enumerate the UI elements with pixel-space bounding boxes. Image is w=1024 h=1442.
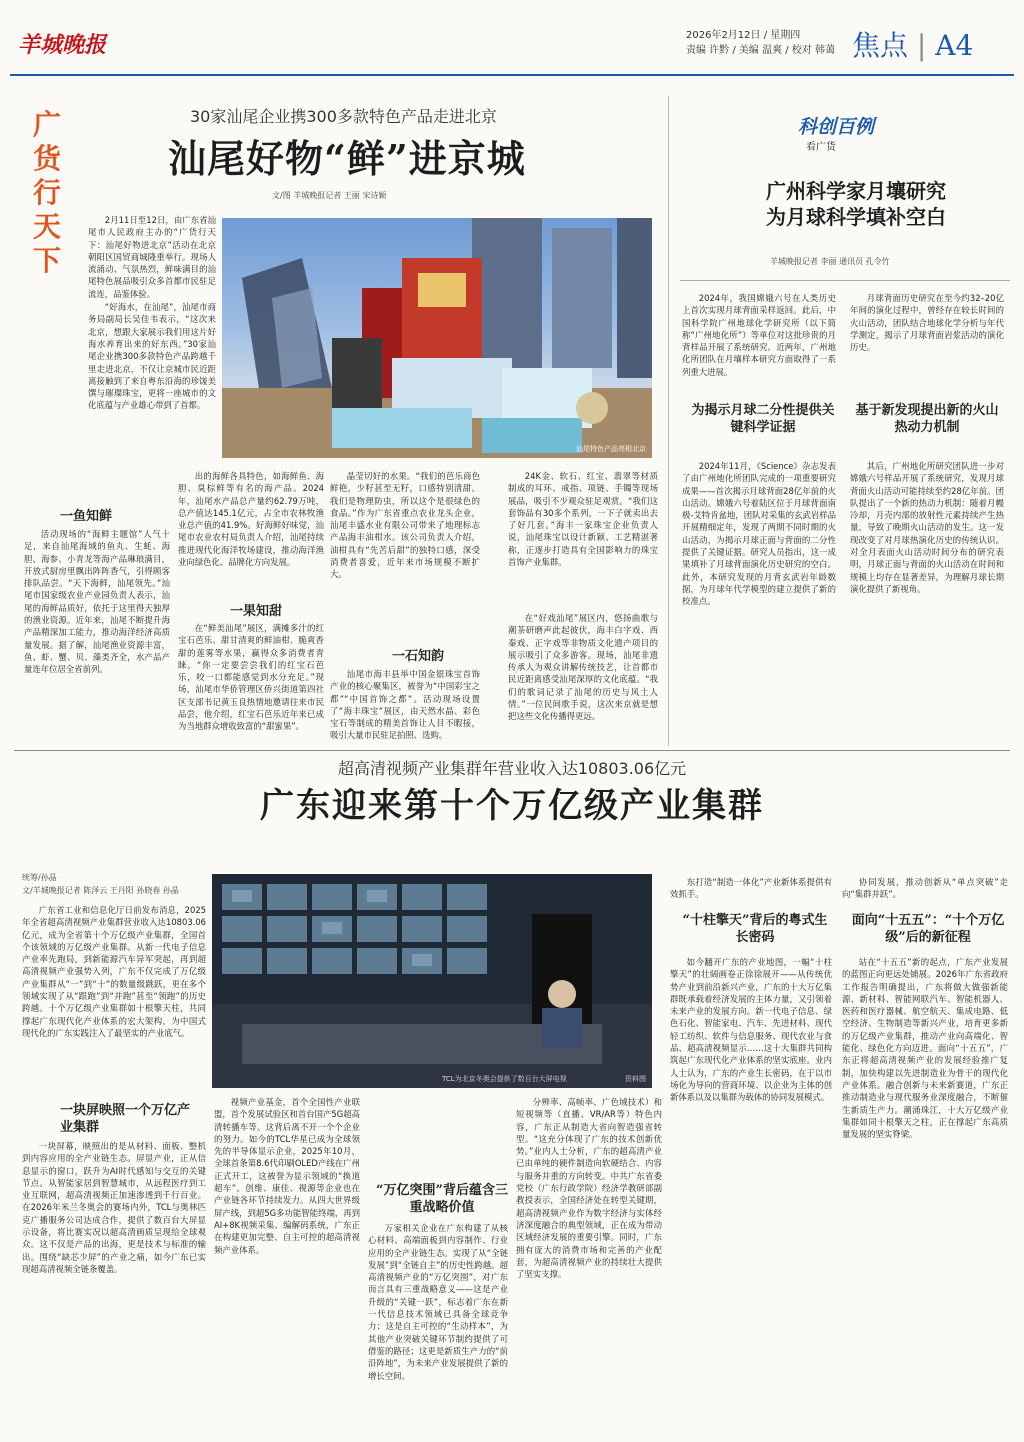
story2-title-line1: 广州科学家月壤研究 [766, 179, 946, 203]
section-name: 焦点 [852, 29, 909, 62]
story1-a-text: 活动现场的“海鲜主题馆”人气十足，来自汕尾海域的鱼丸、生蚝、海胆、海参、小青龙等海产品琳琅满目，开放式厨房里飘出阵阵香气，引得顾客排队品尝。“天下海鲜，汕尾领先。”汕尾市国家级农业产业园负责人表示，汕尾的海鲜品质好，依托于这里得天独厚的渔业资源。近年来，汕尾不断提升海产品精深加工能力，推动海洋经济高质量发展。据了解，汕尾渔业资源丰富，鱼、虾、蟹、贝、藻类齐全，水产品产量连年位居全省前列。 [24, 529, 170, 675]
story1-col1 [24, 528, 170, 743]
story3-col3 [368, 1222, 508, 1430]
issue-meta [686, 28, 835, 58]
story3-col1 [22, 1140, 206, 1430]
story1-col4 [508, 470, 658, 606]
story1-p2: “好海水，在汕尾”，汕尾市商务局副局长吴佳韦表示，“这次来北京，想跟大家展示我们用这片好海水养育出来的好东西。”30家汕尾企业携300多款特色产品跨越千里走进北京，不仅让京城市民近距离接触到了来自粤东沿海的珍馐美馔与璀璨珠宝，更将一座城市的文化底蕴与产业雄心带到了首都。 [88, 302, 216, 411]
story1-c-text: 晶莹切好的水果。“我们的芭乐商色鲜艳，少籽甚至无籽，口感特别清甜。我们是物理防虫，所以这个是很绿色的食品。”作为广东省重点农业龙头企业，汕尾丰盛水业有限公司带来了地理标志产品海丰油柑水。该公司负责人介绍，油柑具有“先苦后甜”的独特口感，深受消费者喜爱，近年来市场规模不断扩大。 [330, 471, 480, 580]
column-divider [668, 96, 669, 746]
story1-col3b [330, 668, 480, 744]
editor-credits: 责编 许黔 / 美编 温爽 / 校对 韩蔼 [686, 45, 835, 56]
story1-d2-text: 在“好戏汕尾”展区内，悠扬曲歌与潮茶研磨声此起彼伏，海丰白字戏、西秦戏、正字戏等非物质文化遗产项目的展示吸引了众多游客。现场，汕尾非遗传承人为观众讲解传统技艺，让首都市民近距离感受汕尾深厚的文化底蕴。“我们的歌词记录了汕尾的历史与风土人情。”一位民间歌手说，这次来京就是想把这些文化传播得更远。 [508, 613, 658, 722]
story2-badge: 科创百例 [798, 116, 875, 138]
story3-sub-a: 一块屏映照一个万亿产业集群 [60, 1103, 191, 1135]
story2-b-text: 其后，广州地化所研究团队进一步对嫦娥六号样品开展了系统研究，发现月球背面火山活动可能持续至约28亿年前。团队提出了一个新的热动力机制：随着月幔冷却，月壳内部的放射性元素持续产生热量，导致了晚期火山活动的发生。这一发现改变了对月球热演化历史的传统认识。对全月表面火山活动时间分布的研究表明，月球正面与背面的火山活动在时间和规模上均存在显著差异，为理解月球长期演化提供了新视角。 [850, 461, 1004, 594]
masthead-rule [10, 74, 1014, 76]
story3-sub-b: “万亿突围”背后蕴含三重战略价值 [376, 1183, 508, 1215]
story3-lead-column [22, 904, 206, 1064]
story3-col6a [842, 876, 1008, 900]
story1-photo [222, 218, 652, 458]
story1-lead: 2月11日至12日，由广东省汕尾市人民政府主办的“广货行天下：汕尾好物进北京”活动在北京朝阳区国贸商城隆重举行。现场人流涌动、气氛热烈，鲜味满目的汕尾特色展品吸引众多首都市民驻足流连，品鉴体验。 [88, 215, 216, 299]
story1-byline: 文/图 羊城晚报记者 王丽 宋诗颖 [272, 191, 387, 200]
story3-col2 [214, 1096, 360, 1430]
story2-lead-r: 月球背面历史研究在至今约32–20亿年间的演化过程中，曾经存在较长时间的火山活动，团队结合地球化学分析与年代学测定，揭示了月球背面岩浆活动的演化历史。 [850, 293, 1004, 353]
section-label: 焦点 | A4 [852, 29, 974, 62]
story1-d-text: 24K金、软石、红宝、翡翠等材质制成的耳环、戒指、项链、手镯等现场展品，吸引不少观众驻足观赏。“我们这套饰品有30多个系列，一下子就卖出去了好几套。”海丰一家珠宝企业负责人说，汕尾珠宝以设计新颖、工艺精湛著称，正逐步打造具有全国影响力的珠宝首饰产业集群。 [508, 471, 658, 568]
story2-badge-sub: 看广货 [806, 142, 836, 153]
newspaper-logo: 羊城晚报 [18, 32, 107, 58]
story2-lead-left [682, 292, 836, 377]
story2-sub-a: 为揭示月球二分性提供关键科学证据 [691, 403, 835, 435]
story2-title [716, 178, 996, 230]
story3-col5 [670, 956, 832, 1430]
story3-col6 [842, 956, 1008, 1430]
story2-rule [680, 280, 1010, 281]
story2-col-left [682, 460, 836, 744]
story1-sub-a: 一鱼知鲜 [60, 509, 113, 524]
story1-b2-text: 在“鲜美汕尾”展区，满摊多汁的红宝石芭乐、甜甘清爽的鲜油柑、脆爽香甜的莲雾等水果，赢得众多消费者青睐。“你一定要尝尝我们的红宝石芭乐，咬一口都能感觉到水分充足。”现场，汕尾市华侨管理区侨兴街道第四社区支部书记黄玉良热情地邀请往来市民品尝，他介绍，红宝石芭乐近年来已成为当地群众增收致富的“甜蜜果”。 [178, 623, 324, 732]
story1-sub-c: 一石知韵 [392, 649, 445, 664]
story2-title-line2: 为月球科学填补空白 [766, 205, 946, 229]
section-rule [14, 750, 1010, 751]
story1-kicker: 30家汕尾企业携300多款特色产品走进北京 [190, 107, 497, 126]
story3-f2-text: 站在“十五五”新的起点，广东产业发展的蓝图正向更远处铺展。2026年广东省政府工作报告明确提出，广东将做大做强新能源、新材料、智能网联汽车、智能机器人、医药和医疗器械、航空航天、集成电路、低空经济、生物制造等新兴产业，培育更多新的万亿级产业集群，推动产业向高端化、智能化、绿色化方向迈进。面向“十五五”，广东正将超高清视频产业的发展经验推广复制，加快构建以先进制造业为骨干的现代化产业体系。融合创新与未来新赛道，广东正推动制造业与现代服务业深度融合，不断催生新质生产力。潮涌珠江，十大万亿级产业集群如同十根擎天之柱，正在撑起广东高质量发展的坚实脊梁。 [842, 957, 1008, 1140]
issue-date: 2026年2月12日 / 星期四 [686, 30, 801, 41]
story2-lead-l: 2024年，我国嫦娥六号在人类历史上首次实现月球背面采样返回。此后，中国科学院广州地球化学研究所（以下简称“广州地化所”）等单位对这批珍贵的月背样品开展了系统研究。近两年，广州地化所团队在月壤样本研究方面取得了一系列重大进展。 [682, 293, 836, 377]
story3-b-text: 视频产业基金，首个全国性产业联盟，首个发展试验区和首台国产5G超高清转播车等。这背后离不开一个个企业的努力。如今的TCL华星已成为全球领先的半导体显示企业，2025年10月，全球首条第8.6代印刷OLED产线在广州正式开工，这被誉为显示领域的“换道超车”。创维、康佳、视源等企业也在产业链各环节持续发力。从四大世界级屏产线，到超5G多功能智能终端，再到AI+8K视频采集、编解码系统，广东正在构建更加完整、自主可控的超高清视频产业体系。 [214, 1097, 360, 1255]
page-number: A4 [935, 29, 974, 62]
story3-c-text: 万家相关企业在广东构建了从核心材料、高端面板到内容制作、行业应用的全产业链生态。实现了从“全链发展”到“全链自主”的历史性跨越。超高清视频产业的“万亿突围”，对广东而言具有三重战略意义——这是产业升级的“关键一跃”，标志着广东在新一代信息技术领域已具备全球竞争力；这是自主可控的“生动样本”，为其他产业突破关键环节制约提供了可借鉴的路径；这更是新质生产力的“前沿阵地”，为未来产业发展提供了新的增长空间。 [368, 1223, 508, 1381]
story2-sub-b: 基于新发现提出新的火山热动力机制 [855, 403, 999, 435]
story3-photo-caption: TCL为北京冬奥会提供了数百台大屏电视 [442, 1075, 567, 1083]
story3-sub-d: 面向“十五五”：“十个万亿级”后的新征程 [851, 913, 1005, 945]
story3-d-text: 分辨率、高帧率、广色域技术）和短视频等（直播、VR/AR等）特色内容，广东正从制造大省向智造强省转型。“这充分体现了广东的技术创新优势。”业内人士分析，广东的超高清产业已由单纯的硬件制造向软硬结合、内容与服务并重的方向转变。中共广东省委党校（广东行政学院）经济学教研部副教授表示，全国经济处在转型关键期，超高清视频产业作为数字经济与实体经济深度融合的典型领域，正在成为带动区域经济发展的重要引擎。同时，广东拥有庞大的消费市场和完善的产业配套，为超高清视频产业的持续壮大提供了坚实支撑。 [516, 1097, 662, 1280]
story2-a-text: 2024年11月，《Science》杂志发表了由广州地化所团队完成的一项重要研究成果——首次揭示月球背面28亿年前的火山活动。嫦娥六号着陆区位于月球背面南极-艾特肯盆地，团队对采集的玄武岩样品开展精细定年，发现了两期不同时期的火山活动，为揭示月球正面与背面的二分性提供了关键证据。研究人员指出，这一成果填补了月球背面演化历史研究的空白。此外，本研究发现的月背玄武岩年龄数据，为月球年代学模型的建立提供了新的校准点。 [682, 461, 836, 607]
story1-title: 汕尾好物“鲜”进京城 [168, 136, 526, 181]
product-display-illustration [222, 218, 652, 458]
story1-c2-text: 汕尾市海丰县举中国金银珠宝首饰产业的核心聚集区，被誉为“中国彩宝之都”“中国首饰之都”。活动现场设置了“海丰珠宝”展区，由天然水晶、彩色宝石等制成的精美首饰让人目不暇接，吸引大量市民驻足拍照、选购。 [330, 669, 480, 741]
control-room-illustration [212, 874, 652, 1088]
story3-byline1: 统筹/孙晶 [22, 873, 57, 882]
story3-kicker: 超高清视频产业集群年营业收入达10803.06亿元 [337, 759, 687, 778]
story3-e2-text: 如今翻开广东的产业地图，一幅“十柱擎天”的壮阔画卷正徐徐展开——从传统优势产业到前沿新兴产业，广东的十大万亿集群既承载着经济发展的主体力量，又引领着未来产业的发展方向。新一代电子信息、绿色石化、智能家电、汽车、先进材料、现代轻工纺织、软件与信息服务、现代农业与食品、超高清视频显示……这十大集群共同构筑起广东现代化产业体系的坚实底座。业内人士认为，广东的产业生长密码，在于以市场化为导向的营商环境、以企业为主体的创新体系以及以集群为载体的协同发展模式。 [670, 957, 832, 1103]
story1-col3 [330, 470, 480, 632]
story1-sub-b: 一果知甜 [230, 604, 283, 619]
story3-col4 [516, 1096, 662, 1430]
column-tag: 广货行天下 [32, 108, 61, 277]
story1-col2 [178, 470, 324, 592]
story3-col5a [670, 876, 832, 900]
story2-byline: 羊城晚报记者 李丽 通讯员 孔令竹 [770, 257, 890, 266]
story2-lead-right [850, 292, 1004, 377]
story3-lead: 广东省工业和信息化厅日前发布消息，2025年全省超高清视频产业集群营业收入达10803.06亿元，成为全省第十个万亿级产业集群，全国首个该领域的万亿级产业集群。从新一代电子信息产业率先跑局，到新能源汽车异军突起，再到超高清视频产业强势入列，广东不仅完成了万亿级产业集群从“一”到“十”的数量级跳跃，更在多个领域实现了从“跟跑”到“并跑”甚至“领跑”的历史跨越。十个万亿级产业集群如十根擎天柱，共同撑起广东现代化产业体系的宏大架构，为中国式现代化的广东实践注入了最坚实的产业底气。 [22, 905, 206, 1038]
story1-lead-column [88, 214, 216, 464]
story3-title: 广东迎来第十个万亿级产业集群 [260, 786, 764, 826]
story3-sub-c: “十柱擎天”背后的粤式生长密码 [682, 913, 828, 945]
story1-b-text: 出的海鲜各具特色，如海鲜鱼、海胆、臭棕鲜等有名的海产品。2024年，汕尾水产品总产量约62.79万吨，总产值达145.1亿元，占全市农林牧渔业总产值的41.9%。好海鲜好味觉，汕尾市农业农村局负责人介绍，汕尾持续推进现代化海洋牧场建设，推动海洋渔业向绿色化、品牌化方向发展。 [178, 471, 324, 568]
story1-col2b [178, 622, 324, 742]
story1-photo-caption: 汕尾特色产品亮相北京 [576, 445, 646, 453]
story3-photo-credit: 资料图 [625, 1075, 646, 1083]
story1-col4b [508, 612, 658, 744]
story2-col-right [850, 460, 1004, 744]
story3-col3a [368, 1096, 508, 1172]
story3-e-text: 东打造“制造一体化”产业新体系提供有效抓手。 [670, 877, 832, 900]
story3-f-text: 协同发展，推动创新从“单点突破”走向“集群并跃”。 [842, 877, 1008, 900]
story3-photo [212, 874, 652, 1088]
story3-byline2: 文/羊城晚报记者 陈泽云 王丹阳 孙晓春 孙晶 [22, 886, 179, 895]
story3-a-text: 一块屏幕，映照出的是从材料、面板、整机到内容应用的全产业链生态。屏显产业，正从信息显示的窗口，跃升为AI时代感知与交互的关键节点。从智能家居到智慧城市，从远程医疗到工业互联网，超高清视频正加速渗透到千行百业。在2026年米兰冬奥会的赛场内外，TCL与奥林匹克广播服务公司达成合作，提供了数百台大屏显示设备，将比赛实况以超高清画质呈现给全球观众。这不仅是产品的出海，更是技术与标准的输出。围绕“缺芯少屏”的产业之痛，如今广东已实现超高清视频全链条覆盖。 [22, 1141, 206, 1274]
